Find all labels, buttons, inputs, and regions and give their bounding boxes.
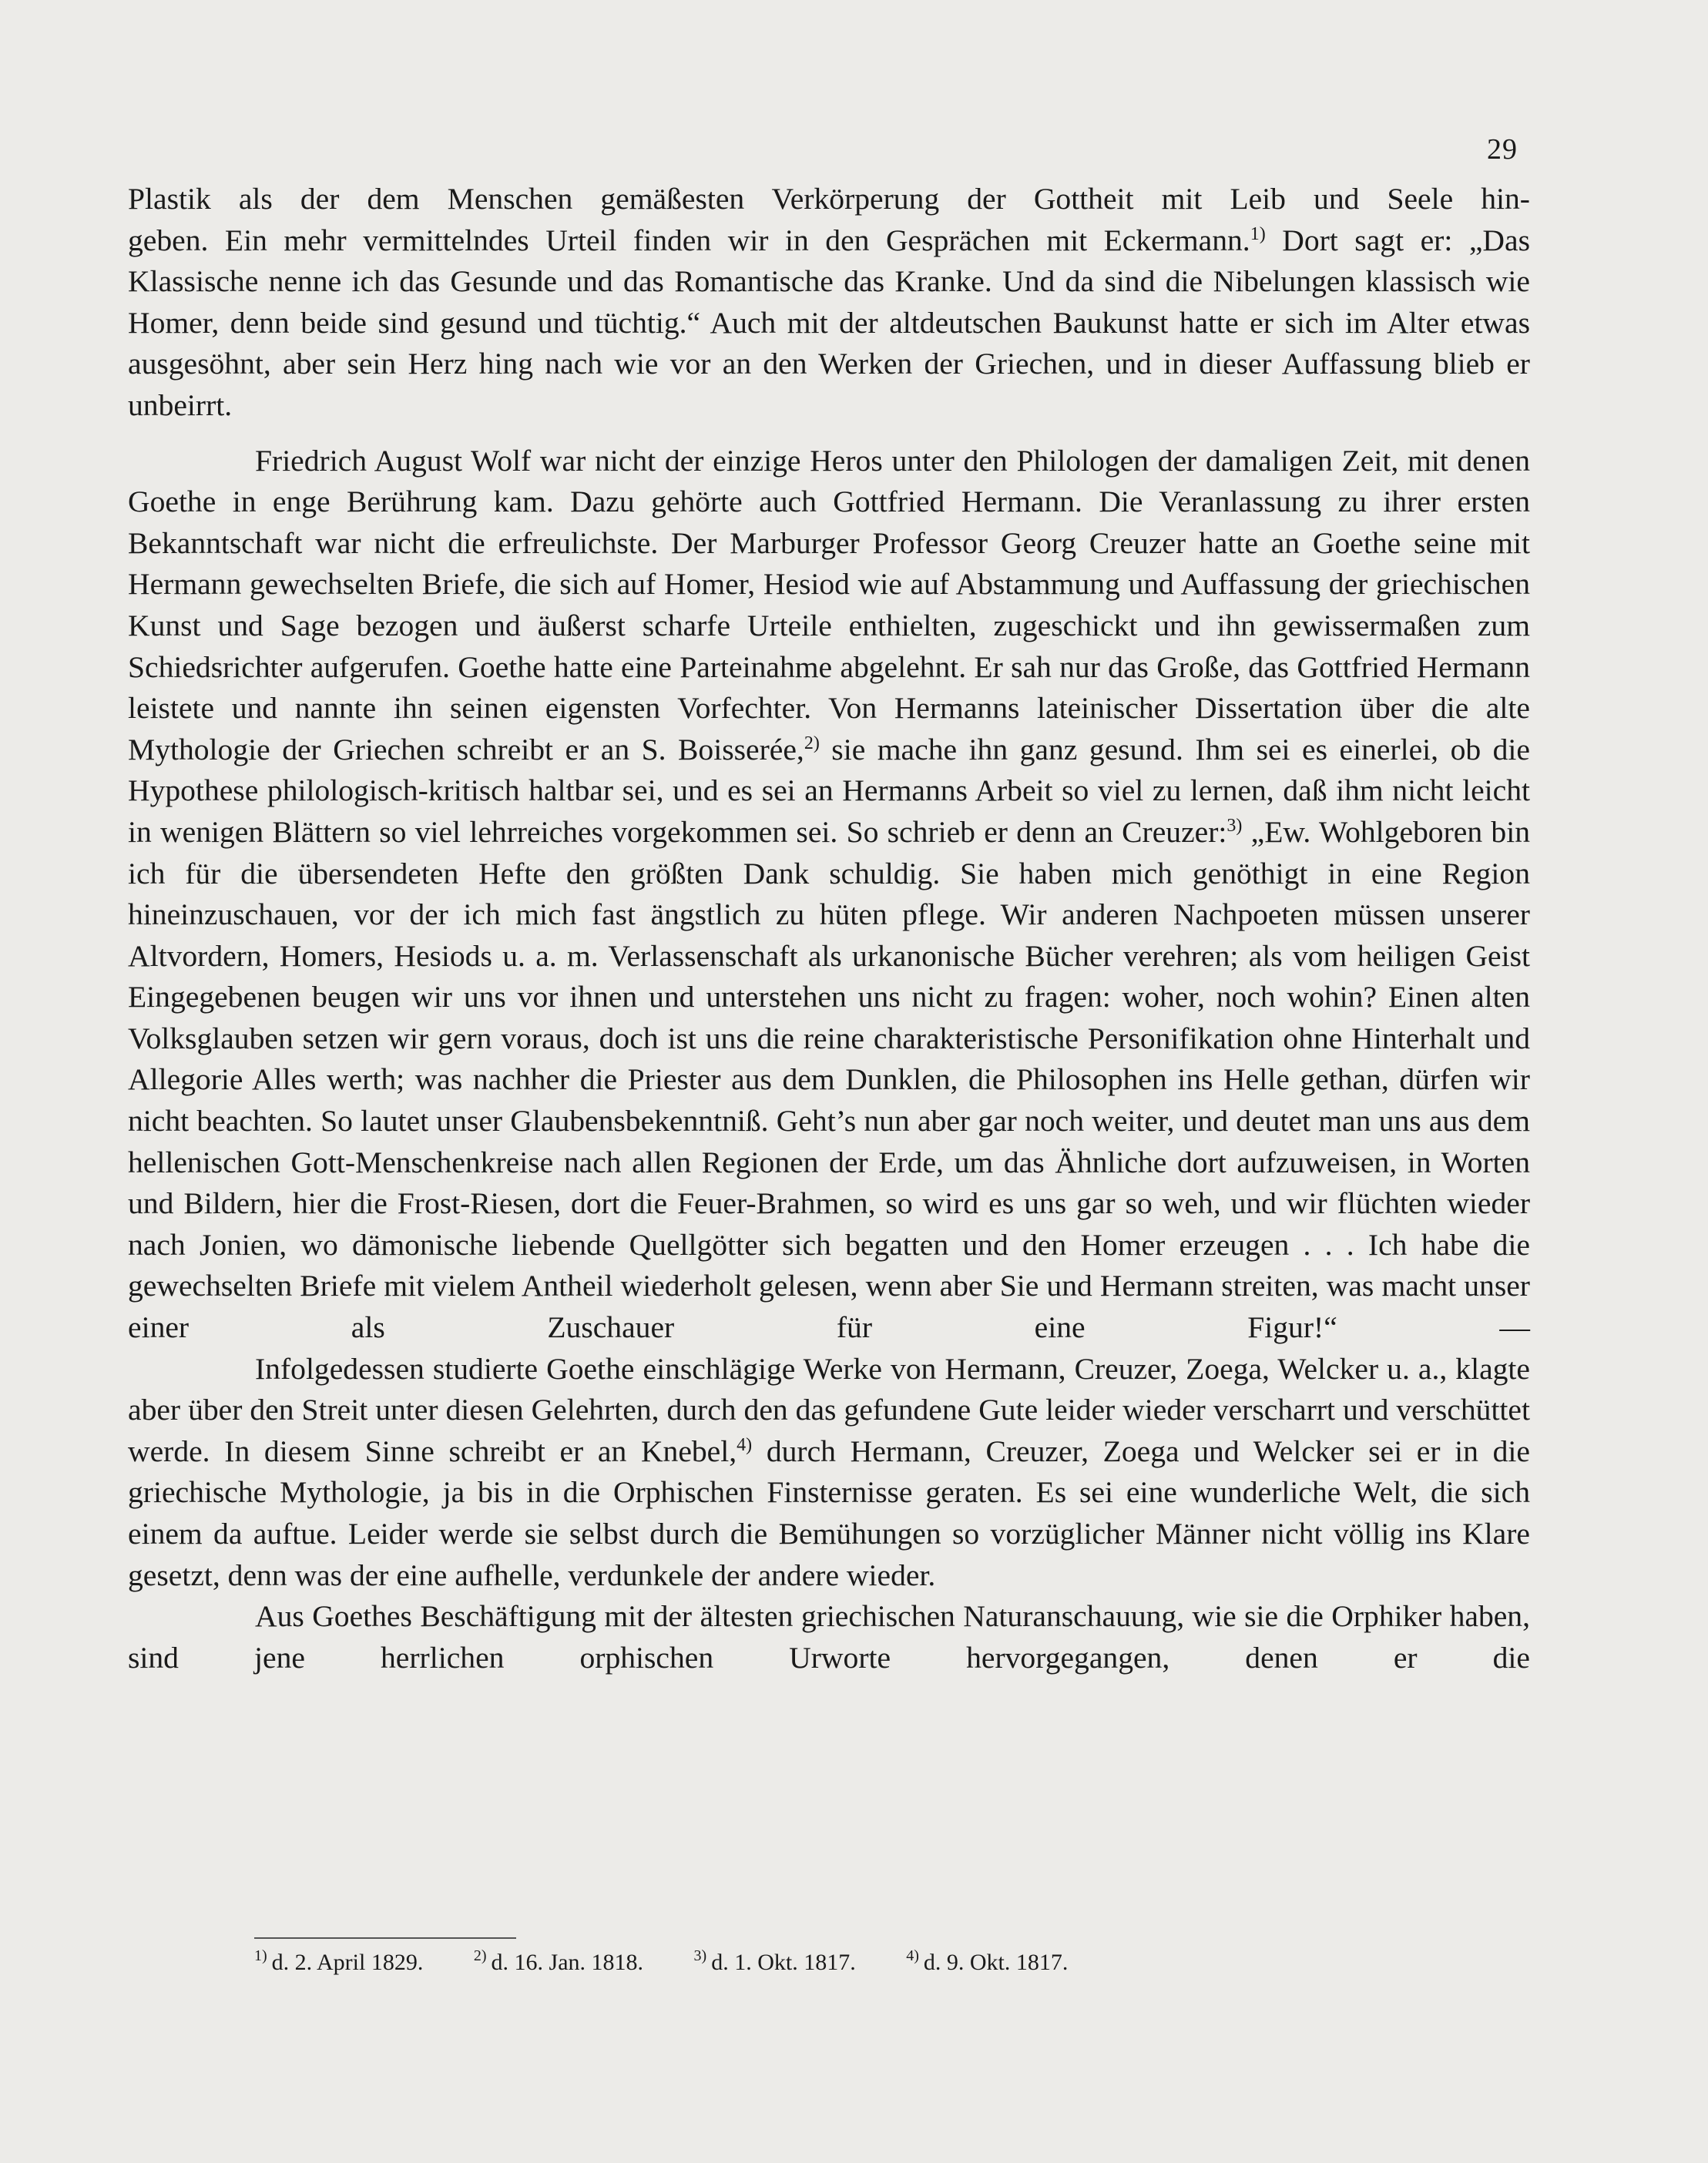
footnote-4-text: d. 9. Okt. 1817. — [923, 1950, 1069, 1975]
footnote-4 — [906, 1947, 1068, 1978]
paragraph-1-rest: Dort sagt er: „Das Klassische nenne ich das Gesunde und das Romantische das Kranke. Und da sind die Nibelungen klassisch wie Homer, denn beide sind gesund und tüchtig.“ Auch mit der altdeutschen Baukunst hatte er sich im Alter etwas ausgesöhnt, aber sein Herz hing nach wie vor an den Werken der Griechen, und in dieser Auffassung blieb er unbeirrt. — [128, 223, 1530, 422]
paragraph-1-line-1: Plastik als der dem Menschen gemäßesten Verkörperung der Gottheit mit Leib und Seele hin- — [128, 182, 1530, 216]
footnote-ref-3: 3) — [1226, 815, 1243, 836]
footnote-1-marker: 1) — [254, 1947, 267, 1964]
footnote-ref-2: 2) — [804, 733, 820, 753]
paragraph-2-part-1: Friedrich August Wolf war nicht der einzige Heros unter den Philologen der damaligen Zeit, mit denen Goethe in enge Berührung kam. Dazu gehörte auch Gottfried Hermann. Die Veranlassung zu ihrer ersten Bekanntschaft war nicht die erfreulichste. Der Marburger Professor Georg Creuzer hatte an Goethe seine mit Hermann gewechselten Briefe, die sich auf Homer, Hesiod wie auf Abstammung und Auffassung der griechischen Kunst und Sage bezogen und äußerst scharfe Urteile enthielten, zugeschickt und ihn gewissermaßen zum Schiedsrichter aufgerufen. Goethe hatte eine Parteinahme abgelehnt. Er sah nur das Große, das Gottfried Hermann leistete und nannte ihn seinen eigensten Vorfechter. Von Hermanns lateinischer Dissertation über die alte Mythologie der Griechen schreibt er an S. Boisserée, — [128, 443, 1530, 766]
paragraph-2-part-2: sie mache ihn ganz gesund. Ihm sei es einerlei, ob die Hypothese philologisch-kritisch haltbar sei, und es sei an Hermanns Arbeit so viel zu lernen, daß ihm nicht leicht in wenigen Blättern so viel lehrreiches vorgekommen sei. So schrieb er denn an Creuzer: — [128, 732, 1530, 849]
paragraph-2 — [128, 441, 1530, 1349]
footnote-ref-1: 1) — [1250, 223, 1266, 244]
paragraph-3 — [128, 1349, 1530, 1597]
paragraph-3-part-2: durch Hermann, Creuzer, Zoega und Welcker sei er in die griechische Mythologie, ja bis in die Orphischen Finsternisse geraten. Es sei eine wunderliche Welt, die sich einem da auftue. Leider werde sie selbst durch die Bemühungen so vorzüglicher Männer nicht völlig ins Klare gesetzt, denn was der eine aufhelle, verdunkele der andere wieder. — [128, 1434, 1530, 1592]
footnote-3-marker: 3) — [693, 1947, 707, 1964]
paragraph-1-line-2: geben. Ein mehr vermittelndes Urteil finden wir in den Gesprächen mit Eckermann. — [128, 223, 1250, 257]
paragraph-1 — [128, 179, 1530, 427]
footnote-ref-4: 4) — [737, 1434, 753, 1455]
footnote-divider — [254, 1937, 516, 1939]
footnote-2-marker: 2) — [473, 1947, 487, 1964]
footnote-3 — [694, 1947, 856, 1978]
footnote-1 — [254, 1947, 423, 1978]
paragraph-2-part-3: „Ew. Wohlgeboren bin ich für die übersendeten Hefte den größten Dank schuldig. Sie haben mich genöthigt in eine Region hineinzuschauen, vor der ich mich fast ängstlich zu hüten pflege. Wir anderen Nachpoeten müssen unserer Altvordern, Homers, Hesiods u. a. m. Verlassenschaft als urkanonische Bücher verehren; als vom heiligen Geist Eingegebenen beugen wir uns vor ihnen und unterstehen uns nicht zu fragen: woher, noch wohin? Einen alten Volksglauben setzen wir gern voraus, doch ist uns die reine charakteristische Personifikation ohne Hinterhalt und Allegorie Alles werth; was nachher die Priester aus dem Dunklen, die Philosophen ins Helle gethan, dürfen wir nicht beachten. So lautet unser Glaubensbekenntniß. Geht’s nun aber gar noch weiter, und deutet man uns aus dem hellenischen Gott-Menschenkreise nach allen Regionen der Erde, um das Ähnliche dort aufzuweisen, in Worten und Bildern, hier die Frost-Riesen, dort die Feuer-Brahmen, so wird es uns gar so weh, und wir flüchten wieder nach Jonien, wo dämonische liebende Quellgötter sich begatten und den Homer erzeugen . . . Ich habe die gewechselten Briefe mit vielem Antheil wiederholt gelesen, wenn aber Sie und Hermann streiten, was macht unser einer als Zuschauer für eine Figur!“ — — [128, 814, 1530, 1345]
paragraph-4 — [128, 1596, 1530, 1678]
paragraph-3-part-1: Infolgedessen studierte Goethe einschlägige Werke von Hermann, Creuzer, Zoega, Welcker u. a., klagte aber über den Streit unter diesen Gelehrten, durch den das gefundene Gute leider wieder verscharrt und verschüttet werde. In diesem Sinne schreibt er an Knebel, — [128, 1351, 1530, 1468]
footnote-2-text: d. 16. Jan. 1818. — [491, 1950, 644, 1975]
page-number: 29 — [1487, 133, 1518, 166]
footnote-4-marker: 4) — [906, 1947, 919, 1964]
footnote-3-text: d. 1. Okt. 1817. — [711, 1950, 856, 1975]
footnote-2 — [474, 1947, 643, 1978]
body-text — [128, 179, 1530, 1678]
footnote-1-text: d. 2. April 1829. — [271, 1950, 424, 1975]
footnotes — [254, 1947, 1068, 1978]
paragraph-4-text: Aus Goethes Beschäftigung mit der ältesten griechischen Naturanschauung, wie sie die Orphiker haben, sind jene herrlichen orphischen Urworte hervorgegangen, denen er die — [128, 1599, 1530, 1675]
